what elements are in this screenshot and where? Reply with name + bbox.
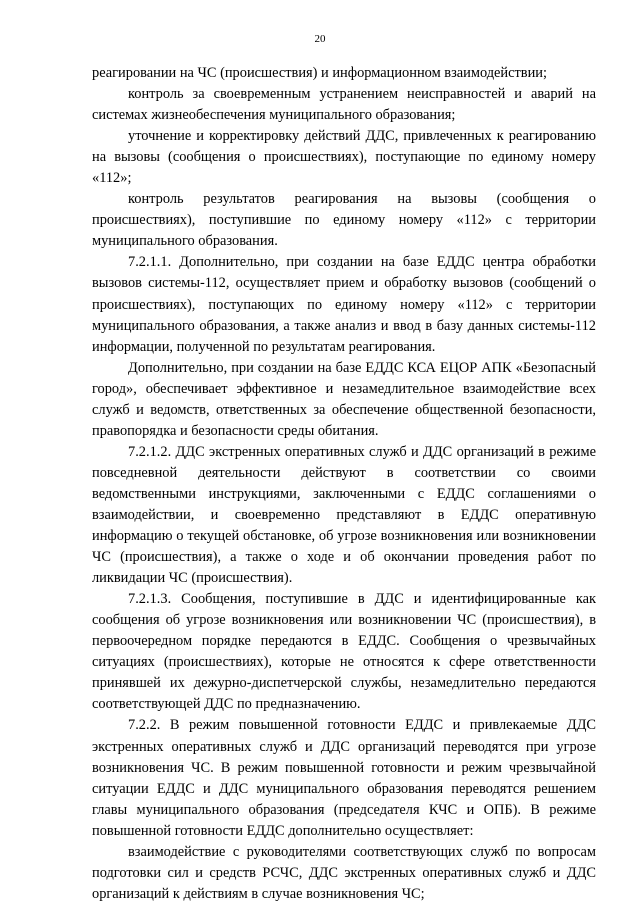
paragraph-7-2-1-3: 7.2.1.3. Сообщения, поступившие в ДДС и идентифицированные как сообщения об угрозе возникновения или возникновении ЧС (происшествия), в первоочередном порядке передаются в ЕДДС. Сообщения о чрезвычайных ситуациях (происшествиях), которые не относятся к сфере ответственности принявшей их дежурно-диспетчерской службы, незамедлительно передаются соответствующей ДДС по предназначению. bbox=[92, 591, 596, 713]
page-number: 20 bbox=[314, 33, 326, 45]
paragraph-10: взаимодействие с руководителями соответствующих служб по вопросам подготовки сил и средств РСЧС, ДДС экстренных оперативных служб и ДДС организаций к действиям в случае возникновения ЧС; bbox=[92, 843, 596, 902]
paragraph-6: Дополнительно, при создании на базе ЕДДС КСА ЕЦОР АПК «Безопасный город», обеспечивает эффективное и незамедлительное взаимодействие всех служб и ведомств, ответственных за обеспечение общественной безопасности, правопорядка и безопасности среды обитания. bbox=[92, 359, 596, 439]
paragraph-1-continuation: реагировании на ЧС (происшествия) и информационном взаимодействии; bbox=[92, 65, 548, 81]
paragraph-4: контроль результатов реагирования на вызовы (сообщения о происшествиях), поступившие по единому номеру «112» с территории муниципального образования. bbox=[92, 191, 596, 250]
paragraph-7-2-1-2: 7.2.1.2. ДДС экстренных оперативных служб и ДДС организаций в режиме повседневной деятельности действуют в соответствии со своими ведомственными инструкциями, заключенными с ЕДДС соглашениями о взаимодействии, и своевременно представляют в ЕДДС оперативную информацию о текущей обстановке, об угрозе возникновения или возникновении ЧС (происшествия), а также о ходе и об окончании проведения работ по ликвидации ЧС (происшествия). bbox=[92, 443, 596, 587]
paragraph-7-2-2: 7.2.2. В режим повышенной готовности ЕДДС и привлекаемые ДДС экстренных оперативных служб и ДДС организаций переводятся при угрозе возникновения ЧС. В режим повышенной готовности и режим чрезвычайной ситуации ЕДДС и ДДС муниципального образования переводятся решением главы муниципального образования (председателя КЧС и ОПБ). В режиме повышенной готовности ЕДДС дополнительно осуществляет: bbox=[92, 717, 596, 839]
paragraph-2: контроль за своевременным устранением неисправностей и аварий на системах жизнеобеспечения муниципального образования; bbox=[92, 86, 596, 124]
paragraph-3: уточнение и корректировку действий ДДС, привлеченных к реагированию на вызовы (сообщения о происшествиях), поступающие по единому номеру «112»; bbox=[92, 128, 596, 187]
paragraph-7-2-1-1: 7.2.1.1. Дополнительно, при создании на базе ЕДДС центра обработки вызовов системы-112, осуществляет прием и обработку вызовов (сообщений о происшествиях), поступающих по единому номеру «112» с территории муниципального образования, а также анализ и ввод в базу данных системы-112 информации, полученной по результатам реагирования. bbox=[92, 254, 596, 355]
page-body bbox=[92, 63, 596, 905]
